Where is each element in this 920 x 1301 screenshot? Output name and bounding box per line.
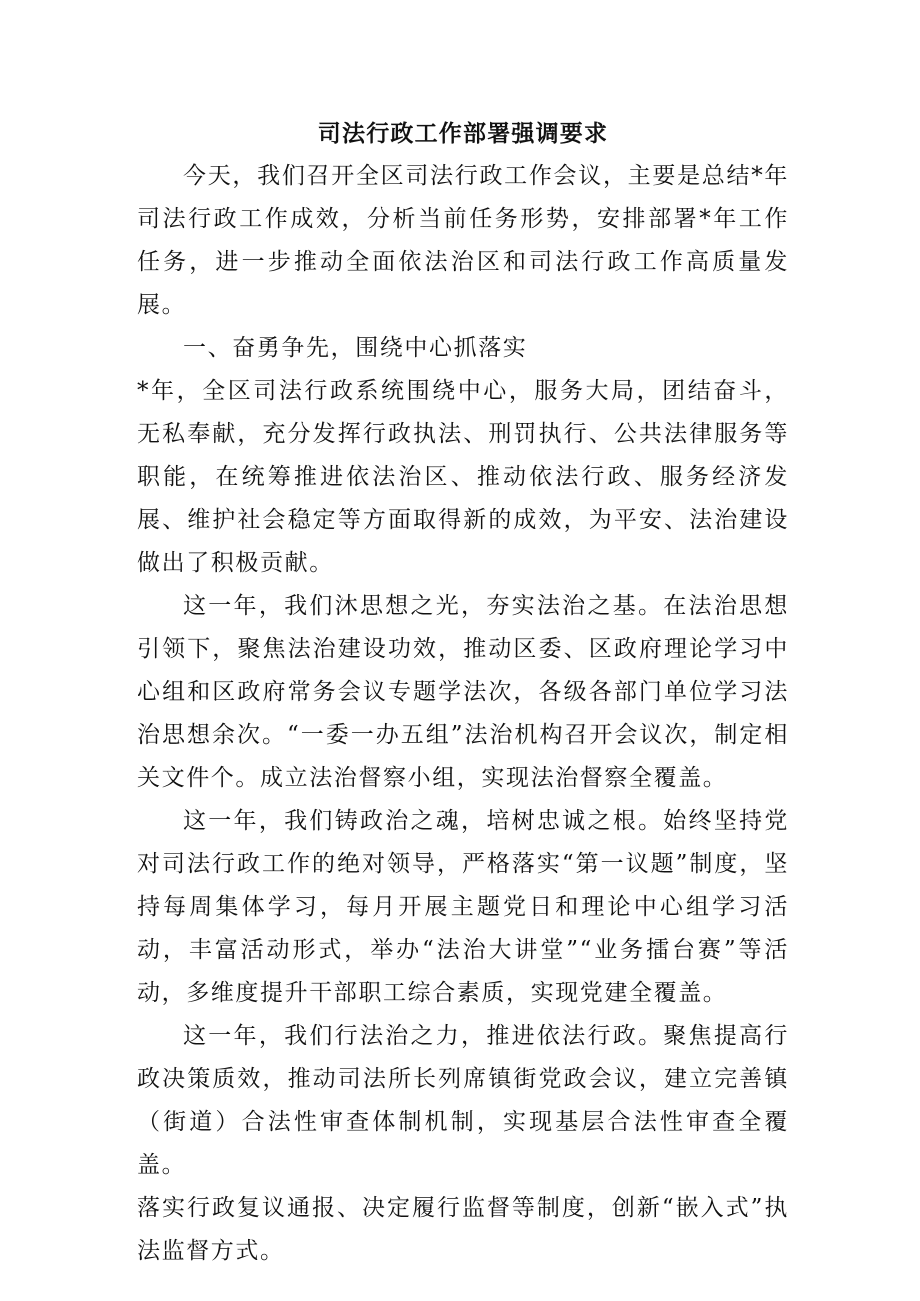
paragraph-administration: 这一年，我们行法治之力，推进依法行政。聚焦提高行政决策质效，推动司法所长列席镇街党政会议，建立完善镇（街道）合法性审查体制机制，实现基层合法性审查全覆盖。 (137, 1023, 789, 1178)
paragraph-intro: 今天，我们召开全区司法行政工作会议，主要是总结*年司法行政工作成效，分析当前任务形势，安排部署*年工作任务，进一步推动全面依法治区和司法行政工作高质量发展。 (137, 163, 789, 318)
paragraph-summary: *年，全区司法行政系统围绕中心，服务大局，团结奋斗，无私奉献，充分发挥行政执法、刑罚执行、公共法律服务等职能，在统筹推进依法治区、推动依法行政、服务经济发展、维护社会稳定等方面取得新的成效，为平安、法治建设做出了积极贡献。 (137, 378, 789, 576)
document-title: 司法行政工作部署强调要求 (317, 120, 609, 147)
section-heading-1: 一、奋勇争先，围绕中心抓落实 (183, 335, 528, 361)
paragraph-supervision: 落实行政复议通报、决定履行监督等制度，创新“嵌入式”执法监督方式。 (137, 1195, 789, 1264)
paragraph-politics: 这一年，我们铸政治之魂，培树忠诚之根。始终坚持党对司法行政工作的绝对领导，严格落实“第一议题”制度，坚持每周集体学习，每月开展主题党日和理论中心组学习活动，丰富活动形式，举办“法治大讲堂”“业务擂台赛”等活动，多维度提升干部职工综合素质，实现党建全覆盖。 (137, 808, 789, 1006)
document-body (137, 112, 789, 1273)
paragraph-thought: 这一年，我们沐思想之光，夯实法治之基。在法治思想引领下，聚焦法治建设功效，推动区委、区政府理论学习中心组和区政府常务会议专题学法次，各级各部门单位学习法治思想余次。“一委一办五组”法治机构召开会议次，制定相关文件个。成立法治督察小组，实现法治督察全覆盖。 (137, 593, 789, 791)
